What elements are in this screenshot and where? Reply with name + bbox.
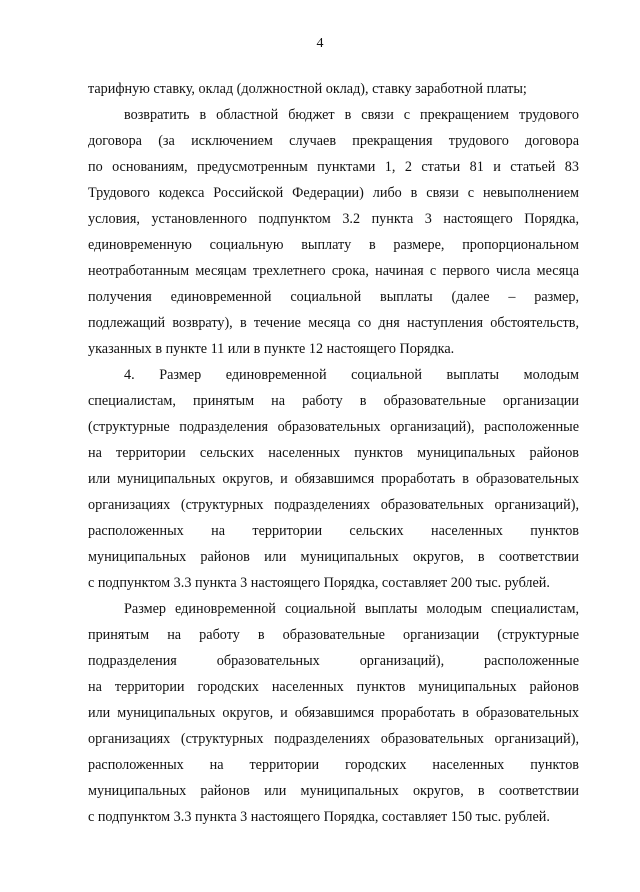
- text-line: специалистам, принятым на работу в образовательные организации: [88, 393, 579, 409]
- text-line: организациях (структурных подразделениях образовательных организаций),: [88, 731, 579, 747]
- text-line: расположенных на территории сельских населенных пунктов: [88, 523, 579, 539]
- text-line: возвратить в областной бюджет в связи с прекращением трудового: [124, 107, 579, 123]
- text-line: с подпунктом 3.3 пункта 3 настоящего Порядка, составляет 150 тыс. рублей.: [88, 809, 550, 825]
- text-line: расположенных на территории городских населенных пунктов: [88, 757, 579, 773]
- text-line: условия, установленного подпунктом 3.2 пункта 3 настоящего Порядка,: [88, 211, 579, 227]
- text-line: указанных в пункте 11 или в пункте 12 настоящего Порядка.: [88, 341, 455, 357]
- text-line: неотработанным месяцам трехлетнего срока, начиная с первого числа месяца: [88, 263, 579, 279]
- text-line: тарифную ставку, оклад (должностной оклад), ставку заработной платы;: [88, 81, 527, 97]
- text-line: (структурные подразделения образовательных организаций), расположенные: [88, 419, 579, 435]
- text-line: подлежащий возврату), в течение месяца со дня наступления обстоятельств,: [88, 315, 579, 331]
- text-line: подразделения образовательных организаций), расположенные: [88, 653, 579, 669]
- text-line: 4. Размер единовременной социальной выплаты молодым: [124, 367, 579, 383]
- text-line: принятым на работу в образовательные организации (структурные: [88, 627, 579, 643]
- text-line: на территории городских населенных пунктов муниципальных районов: [88, 679, 579, 695]
- document-body: [88, 76, 579, 830]
- text-line: муниципальных районов или муниципальных округов, в соответствии: [88, 549, 579, 565]
- page-number: 4: [316, 36, 324, 51]
- text-line: муниципальных районов или муниципальных округов, в соответствии: [88, 783, 579, 799]
- text-line: единовременную социальную выплату в размере, пропорциональном: [88, 237, 579, 253]
- text-line: или муниципальных округов, и обязавшимся проработать в образовательных: [88, 471, 579, 487]
- text-line: по основаниям, предусмотренным пунктами 1, 2 статьи 81 и статьей 83: [88, 159, 579, 175]
- text-line: организациях (структурных подразделениях образовательных организаций),: [88, 497, 579, 513]
- text-line: с подпунктом 3.3 пункта 3 настоящего Порядка, составляет 200 тыс. рублей.: [88, 575, 550, 591]
- text-line: договора (за исключением случаев прекращения трудового договора: [88, 133, 579, 149]
- text-line: получения единовременной социальной выплаты (далее – размер,: [88, 289, 579, 305]
- text-line: Размер единовременной социальной выплаты молодым специалистам,: [124, 601, 579, 617]
- text-line: Трудового кодекса Российской Федерации) либо в связи с невыполнением: [88, 185, 579, 201]
- text-line: или муниципальных округов, и обязавшимся проработать в образовательных: [88, 705, 579, 721]
- text-line: на территории сельских населенных пунктов муниципальных районов: [88, 445, 579, 461]
